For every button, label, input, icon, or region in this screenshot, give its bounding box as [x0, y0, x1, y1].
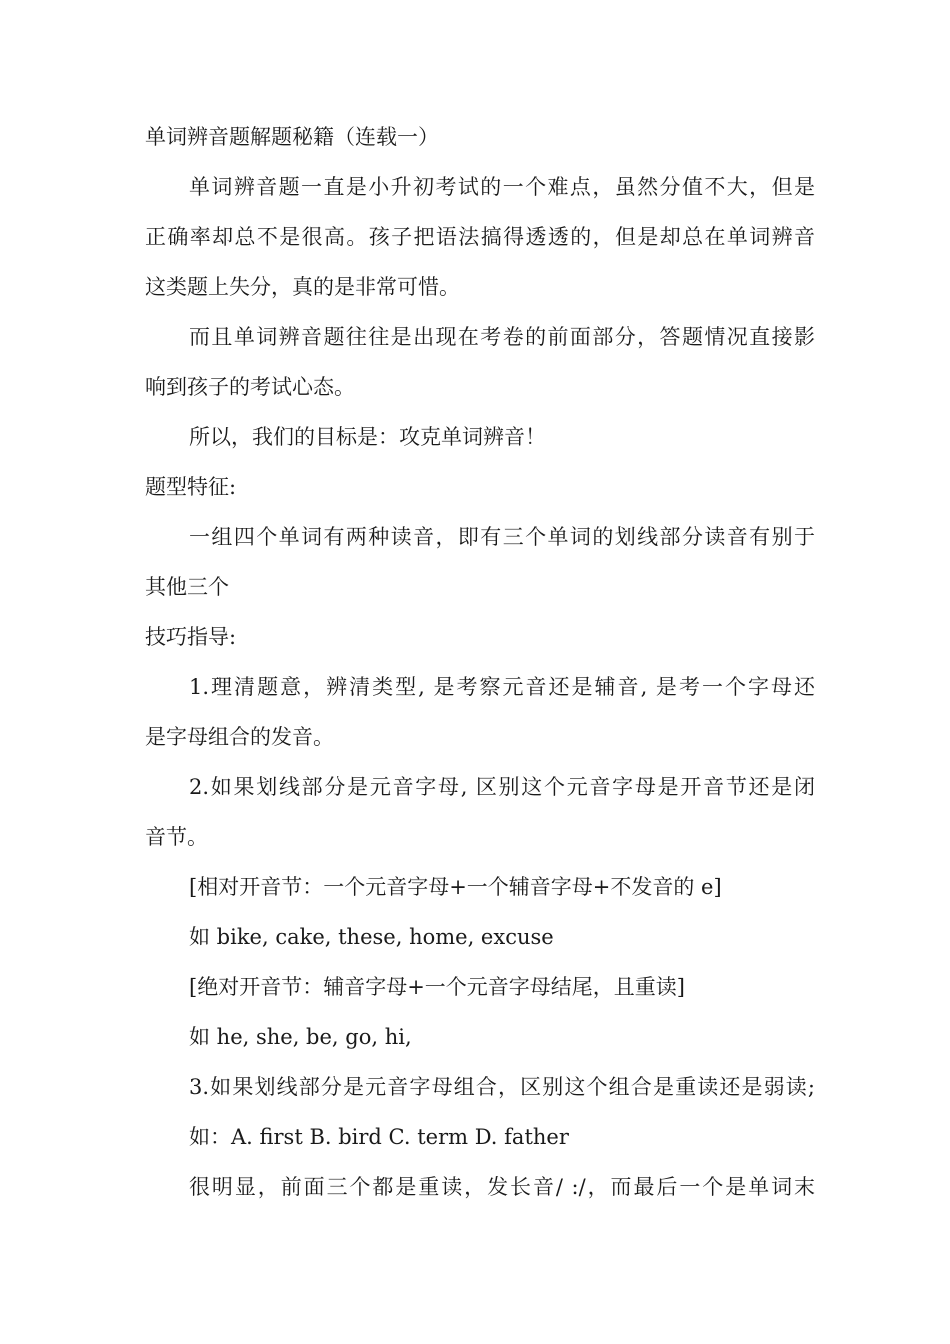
tip-2-line-1: 2.如果划线部分是元音字母, 区别这个元音字母是开音节还是闭	[189, 775, 815, 799]
paragraph-intro2-line-2: 响到孩子的考试心态。	[145, 375, 355, 399]
tip-2-relative-example: 如 bike, cake, these, home, excuse	[189, 925, 554, 949]
paragraph-goal: 所以，我们的目标是：攻克单词辨音！	[189, 425, 546, 449]
paragraph-features-line-1: 一组四个单词有两种读音，即有三个单词的划线部分读音有别于	[189, 525, 815, 549]
tip-2-absolute-example: 如 he, she, be, go, hi,	[189, 1025, 412, 1049]
tip-2-line-2: 音节。	[145, 825, 208, 849]
tip-3-explanation: 很明显，前面三个都是重读，发长音/ :/，而最后一个是单词末	[189, 1175, 815, 1199]
paragraph-intro-line-1: 单词辨音题一直是小升初考试的一个难点，虽然分值不大，但是	[189, 175, 815, 199]
document-body	[145, 112, 815, 1212]
heading-features: 题型特征:	[145, 475, 237, 499]
tip-1-line-1: 1.理清题意，辨清类型, 是考察元音还是辅音, 是考一个字母还	[189, 675, 815, 699]
tip-1-line-2: 是字母组合的发音。	[145, 725, 334, 749]
tip-2-relative-open-syllable: [相对开音节：一个元音字母+一个辅音字母+不发音的 e]	[189, 875, 722, 899]
tip-2-absolute-open-syllable: [绝对开音节：辅音字母+一个元音字母结尾，且重读]	[189, 975, 685, 999]
paragraph-intro-line-3: 这类题上失分，真的是非常可惜。	[145, 275, 460, 299]
paragraph-intro-line-2: 正确率却总不是很高。孩子把语法搞得透透的，但是却总在单词辨音	[145, 225, 815, 249]
document-title: 单词辨音题解题秘籍（连载一）	[145, 125, 439, 149]
tip-3-example: 如：A. first B. bird C. term D. father	[189, 1125, 569, 1149]
heading-tips: 技巧指导:	[145, 625, 237, 649]
paragraph-intro2-line-1: 而且单词辨音题往往是出现在考卷的前面部分，答题情况直接影	[189, 325, 815, 349]
tip-3-line: 3.如果划线部分是元音字母组合，区别这个组合是重读还是弱读;	[189, 1075, 815, 1099]
paragraph-features-line-2: 其他三个	[145, 575, 229, 599]
